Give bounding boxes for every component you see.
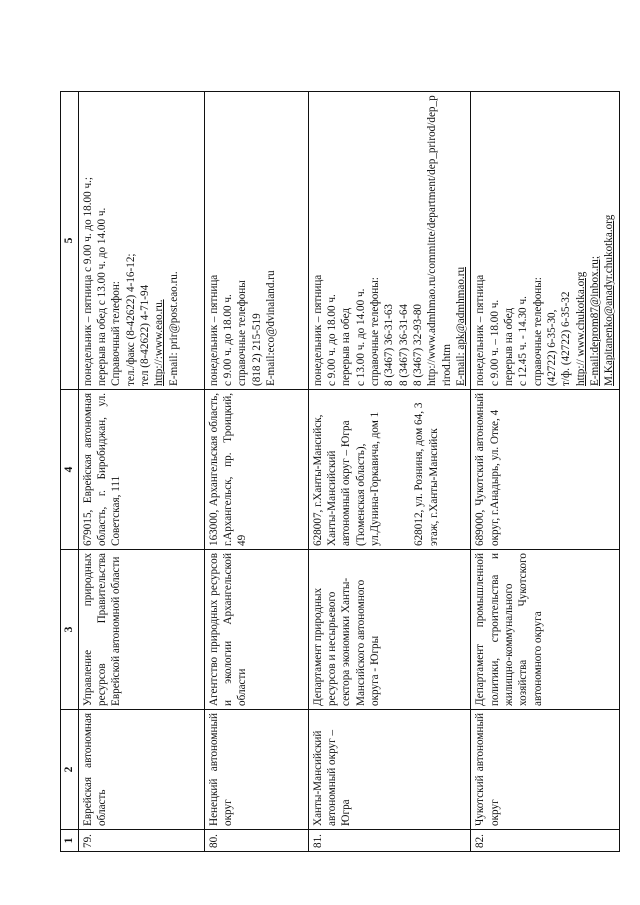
table-row <box>308 92 471 852</box>
row-number: 82. <box>471 830 619 852</box>
spacer <box>382 393 412 546</box>
agencies-table <box>60 91 620 852</box>
contact-line: (818 2) 215-519 <box>250 313 263 386</box>
contact-line: справочные телефоны: <box>531 277 544 386</box>
header-col-2: 2 <box>61 710 79 830</box>
contact-line: понедельник – пятница <box>474 274 487 386</box>
contact-line: перерыв на обед <box>340 307 353 386</box>
contact-line: тел (8-42622) 4-71-94 <box>139 284 152 386</box>
contacts-cell <box>78 92 204 390</box>
website-link[interactable]: http:// www.chukotka.org <box>574 271 587 386</box>
address-line: 679015, Еврейская автономная область, г. Биробиджан, ул. Советская, 111 <box>81 393 123 546</box>
contacts-cell <box>471 92 619 390</box>
address-cell <box>78 390 204 550</box>
contacts-cell <box>204 92 308 390</box>
row-number: 81. <box>308 830 471 852</box>
contacts-cell <box>308 92 471 390</box>
agency-cell: Агентство природных ресурсов и экологии Архангельской области <box>204 550 308 710</box>
header-col-1: 1 <box>61 830 79 852</box>
table-row <box>471 92 619 852</box>
contact-line: т/ф. (42722) 6-35-32 <box>560 291 573 386</box>
agency-cell: Департамент промышленной политики, строительства и жилищно-коммунального хозяйства Чукотского автономного округа <box>471 550 619 710</box>
email-line[interactable]: E-mail: prir@post.eao.ru. <box>167 271 180 386</box>
agency-cell: Департамент природных ресурсов и несырьевого сектора экономики Ханты-Мансийского автономного округа - Югры <box>308 550 471 710</box>
agency-cell: Управление природных ресурсов Правительства Еврейской автономной области <box>78 550 204 710</box>
region-cell: Еврейская автономная область <box>78 710 204 830</box>
contact-line: с 9.00 ч. – 18.00 ч. <box>488 299 501 386</box>
header-col-5: 5 <box>61 92 79 390</box>
region-cell: Чукотский автономный округ <box>471 710 619 830</box>
contact-line: с 12.45 ч. - 14.30 ч. <box>517 296 530 386</box>
row-number: 80. <box>204 830 308 852</box>
address-cell <box>308 390 471 550</box>
contact-line: (42722) 6-35-30, <box>545 309 558 386</box>
contact-line: справочные телефоны: <box>369 277 382 386</box>
header-col-3: 3 <box>61 550 79 710</box>
row-number: 79. <box>78 830 204 852</box>
website-link[interactable]: http://www.admhmao.ru/committe/department/dep_prirod/dep_prirod.htm <box>426 95 453 386</box>
contact-line: справочные телефоны <box>236 280 249 386</box>
rotated-sheet <box>60 92 616 852</box>
table-row <box>204 92 308 852</box>
email-line[interactable]: E-mail:eco@dvinaland.ru <box>265 270 278 386</box>
address-line: 163000, Архангельская область, г.Архангельск, пр. Троицкий, 49 <box>207 393 249 546</box>
contact-line: тел./факс (8-42622) 4-16-12; <box>124 253 137 386</box>
contact-line: перерыв на обед с 13.00 ч. до 14.00 ч. <box>96 207 109 386</box>
email-line[interactable]: E-mail:deprom87@inbox.ru; <box>588 256 601 386</box>
contact-line: понедельник – пятница <box>207 274 220 386</box>
contact-line: 8 (3467) 36-31-64 <box>397 303 410 386</box>
region-cell: Ханты-Мансийский автономный округ – Югра <box>308 710 471 830</box>
address-cell <box>471 390 619 550</box>
email-line[interactable]: E-mail: apk@admhmao.ru <box>455 266 467 386</box>
header-row <box>61 92 79 852</box>
contact-line: 8 (3467) 32-93-80 <box>412 303 425 386</box>
contact-line: с 9.00 ч. до 18.00 ч. <box>326 294 339 386</box>
header-col-4: 4 <box>61 390 79 550</box>
email-line[interactable]: M.Kapitanenko@anadyr.chukotka.org <box>603 214 616 386</box>
contact-line: понедельник – пятница <box>311 274 324 386</box>
contact-line: перерыв на обед <box>502 307 515 386</box>
address-line: 689000, Чукотский автономный округ, г.Анадырь, ул. Отке, 4 <box>474 393 501 546</box>
address-line: 628012, ул. Розниня, дом 64, 3 этаж, г.Ханты-Мансийск <box>413 402 440 546</box>
address-cell <box>204 390 308 550</box>
table-row <box>78 92 204 852</box>
contact-line: с 9.00 ч. до 18.00 ч. <box>222 294 235 386</box>
contact-line: 8 (3467) 36-31-63 <box>383 303 396 386</box>
website-link[interactable]: http://:www.eao.ru. <box>153 299 166 386</box>
contact-line: понедельник – пятница с 9.00 ч. до 18.00 ч.; <box>81 176 94 386</box>
contact-line: с 13.00 ч. до 14.00 ч. <box>354 288 367 386</box>
contact-line: Справочный телефон: <box>110 281 123 386</box>
address-line: 628007, г.Ханты-Мансийск, Ханты-Мансийский автономный округ – Югра (Тюменская область), ул.Дунина-Горкавича, дом 1 <box>311 411 382 546</box>
region-cell: Ненецкий автономный округ <box>204 710 308 830</box>
